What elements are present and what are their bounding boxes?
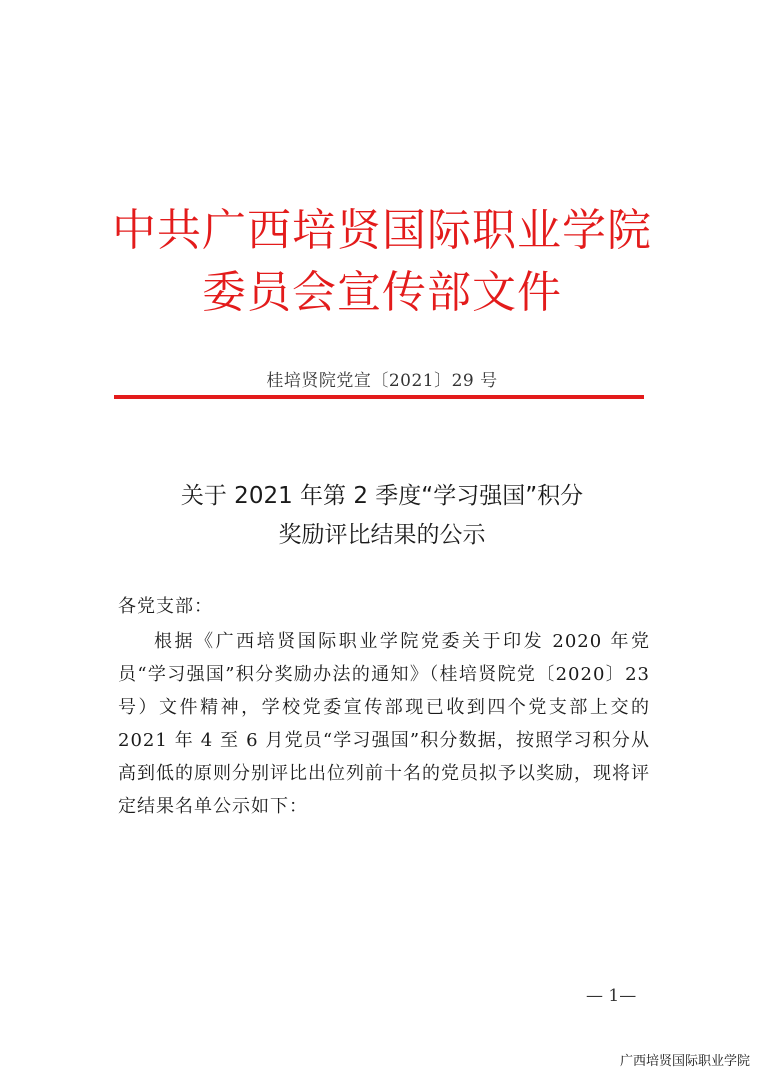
page-number: — 1— xyxy=(586,986,637,1006)
notice-title-line2: 奖励评比结果的公示 xyxy=(278,522,486,548)
salutation: 各党支部： xyxy=(118,596,213,617)
header-title-line1: 中共广西培贤国际职业学院 xyxy=(112,205,652,256)
document-number: 桂培贤院党宣〔2021〕29 号 xyxy=(266,371,498,391)
footer-watermark: 广西培贤国际职业学院 xyxy=(619,1054,750,1069)
body-paragraph: 根据《广西培贤国际职业学院党委关于印发 2020 年党员“学习强国”积分奖励办法的通知》（桂培贤院党〔2020〕23 号）文件精神，学校党委宣传部现已收到四个党支部上交的 2021 年 4 至 6 月党员“学习强国”积分数据，按照学习积分从高到低的原则分别评比出位列前十名的党员拟予以奖励，现将评定结果名单公示如下： xyxy=(118,631,650,817)
red-divider xyxy=(114,395,644,399)
notice-title-line1: 关于 2021 年第 2 季度“学习强国”积分 xyxy=(180,483,584,509)
header-title-line2: 委员会宣传部文件 xyxy=(202,267,562,318)
